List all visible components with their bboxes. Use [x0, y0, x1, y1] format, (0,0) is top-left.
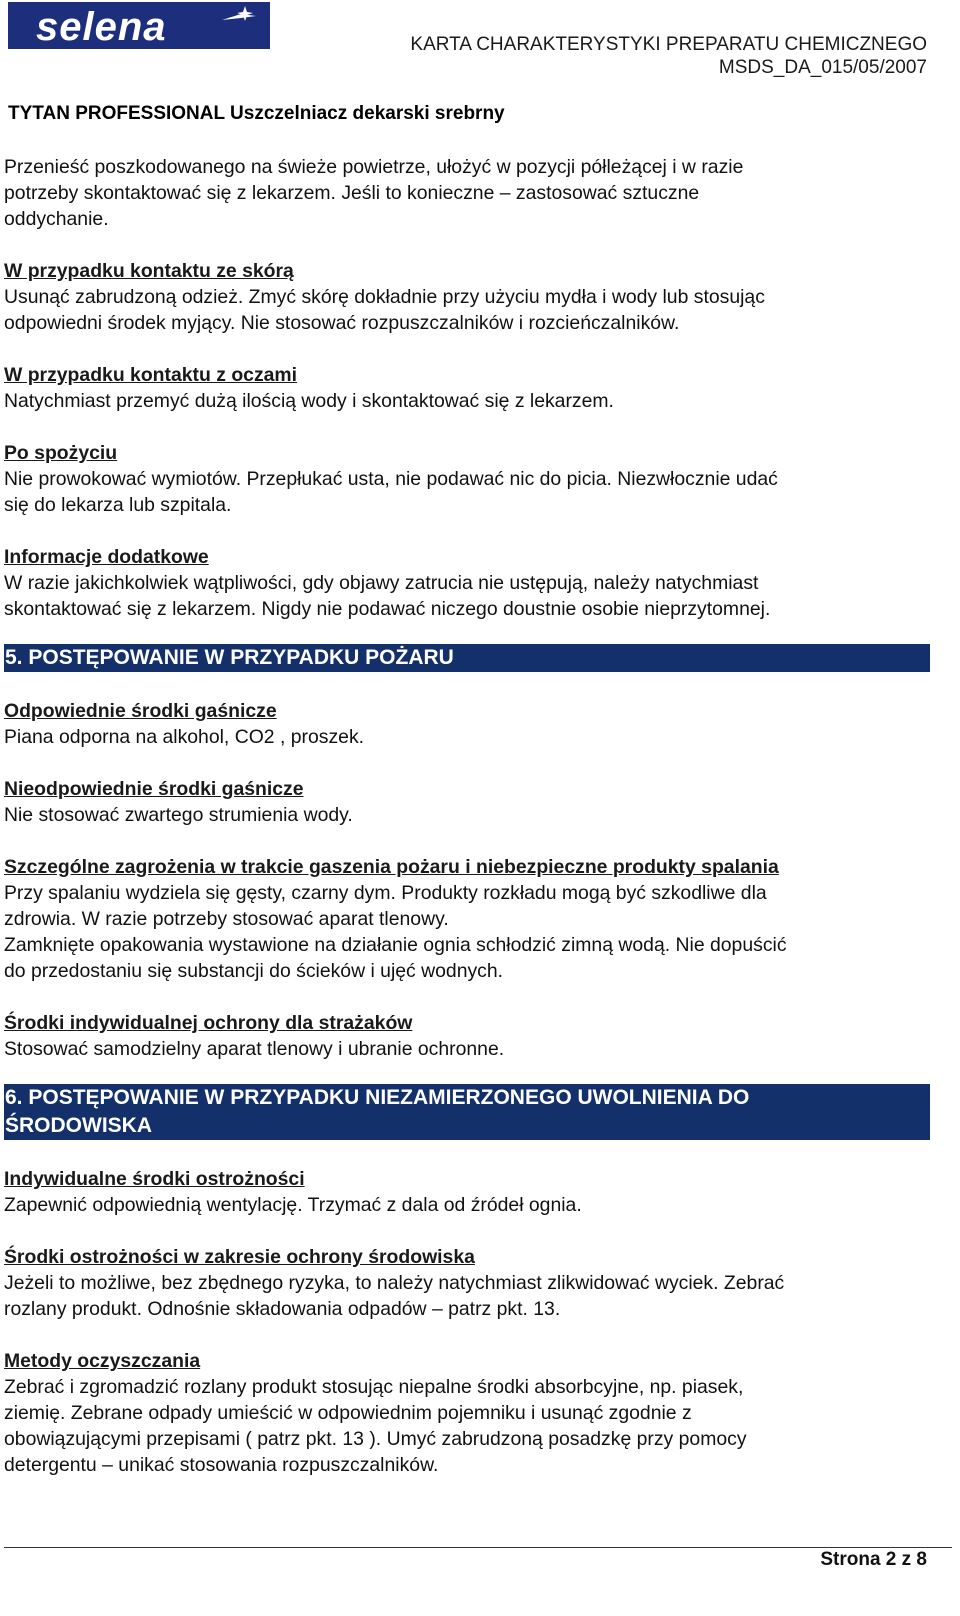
cleanup-methods-text: ziemię. Zebrane odpady umieścić w odpowiednim pojemniku i usunąć zgodnie z: [4, 1402, 692, 1424]
eye-contact-heading: W przypadku kontaktu z oczami: [4, 364, 298, 386]
unsuitable-media-heading: Nieodpowiednie środki gaśnicze: [4, 778, 304, 800]
product-title: TYTAN PROFESSIONAL Uszczelniacz dekarski srebrny: [8, 103, 505, 124]
firefighter-ppe-heading: Środki indywidualnej ochrony dla strażaków: [4, 1012, 413, 1034]
cleanup-methods-text: Zebrać i zgromadzić rozlany produkt stosując niepalne środki absorbcyjne, np. piasek,: [4, 1376, 744, 1398]
cleanup-methods-text: detergentu – unikać stosowania rozpuszczalników.: [4, 1454, 439, 1476]
skin-contact-heading: W przypadku kontaktu ze skórą: [4, 260, 294, 282]
additional-info-heading: Informacje dodatkowe: [4, 546, 209, 568]
logo-wordmark: selena: [36, 5, 167, 49]
cleanup-methods-text: obowiązującymi przepisami ( patrz pkt. 13 ). Umyć zabrudzoną posadzkę przy pomocy: [4, 1428, 747, 1450]
document-type: KARTA CHARAKTERYSTYKI PREPARATU CHEMICZNEGO: [410, 34, 927, 55]
ingestion-text: się do lekarza lub szpitala.: [4, 494, 232, 516]
section-5-title: 5. POSTĘPOWANIE W PRZYPADKU POŻARU: [4, 644, 930, 672]
personal-precautions-text: Zapewnić odpowiednią wentylację. Trzymać z dala od źródeł ognia.: [4, 1194, 582, 1216]
document-id: MSDS_DA_015/05/2007: [718, 57, 927, 78]
fire-hazards-text: do przedostaniu się substancji do ścieków i ujęć wodnych.: [4, 960, 504, 982]
fire-hazards-heading: Szczególne zagrożenia w trakcie gaszenia pożaru i niebezpieczne produkty spalania: [4, 856, 779, 878]
environmental-precautions-heading: Środki ostrożności w zakresie ochrony środowiska: [4, 1246, 475, 1268]
fire-hazards-text: Przy spalaniu wydziela się gęsty, czarny dym. Produkty rozkładu mogą być szkodliwe dla: [4, 882, 767, 904]
footer-divider: [4, 1547, 952, 1548]
suitable-media-text: Piana odporna na alkohol, CO2 , proszek.: [4, 726, 365, 748]
eye-contact-text: Natychmiast przemyć dużą ilością wody i skontaktować się z lekarzem.: [4, 390, 614, 412]
inhalation-text: potrzeby skontaktować się z lekarzem. Jeśli to konieczne – zastosować sztuczne: [4, 182, 700, 204]
ingestion-heading: Po spożyciu: [4, 442, 118, 464]
inhalation-text: oddychanie.: [4, 208, 109, 230]
cleanup-methods-heading: Metody oczyszczania: [4, 1350, 201, 1372]
section-6-title: [4, 1084, 930, 1140]
firefighter-ppe-text: Stosować samodzielny aparat tlenowy i ubranie ochronne.: [4, 1038, 505, 1060]
section-6-title-line: 6. POSTĘPOWANIE W PRZYPADKU NIEZAMIERZONEGO UWOLNIENIA DO: [5, 1086, 750, 1109]
fire-hazards-text: zdrowia. W razie potrzeby stosować aparat tlenowy.: [4, 908, 449, 930]
selena-logo: [8, 2, 270, 49]
additional-info-text: skontaktować się z lekarzem. Nigdy nie podawać niczego doustnie osobie nieprzytomnej.: [4, 598, 771, 620]
inhalation-text: Przenieść poszkodowanego na świeże powietrze, ułożyć w pozycji półleżącej i w razie: [4, 156, 744, 178]
page-number: Strona 2 z 8: [820, 1549, 927, 1570]
skin-contact-text: odpowiedni środek myjący. Nie stosować rozpuszczalników i rozcieńczalników.: [4, 312, 680, 334]
suitable-media-heading: Odpowiednie środki gaśnicze: [4, 700, 277, 722]
fire-hazards-text: Zamknięte opakowania wystawione na działanie ognia schłodzić zimną wodą. Nie dopuścić: [4, 934, 787, 956]
document-body: [4, 154, 930, 1478]
unsuitable-media-text: Nie stosować zwartego strumienia wody.: [4, 804, 353, 826]
personal-precautions-heading: Indywidualne środki ostrożności: [4, 1168, 305, 1190]
section-6-title-line: ŚRODOWISKA: [5, 1114, 152, 1137]
environmental-precautions-text: rozlany produkt. Odnośnie składowania odpadów – patrz pkt. 13.: [4, 1298, 561, 1320]
skin-contact-text: Usunąć zabrudzoną odzież. Zmyć skórę dokładnie przy użyciu mydła i wody lub stosując: [4, 286, 765, 308]
additional-info-text: W razie jakichkolwiek wątpliwości, gdy objawy zatrucia nie ustępują, należy natychmiast: [4, 572, 759, 594]
ingestion-text: Nie prowokować wymiotów. Przepłukać usta, nie podawać nic do picia. Niezwłocznie udać: [4, 468, 778, 490]
environmental-precautions-text: Jeżeli to możliwe, bez zbędnego ryzyka, to należy natychmiast zlikwidować wyciek. Zebrać: [4, 1272, 785, 1294]
